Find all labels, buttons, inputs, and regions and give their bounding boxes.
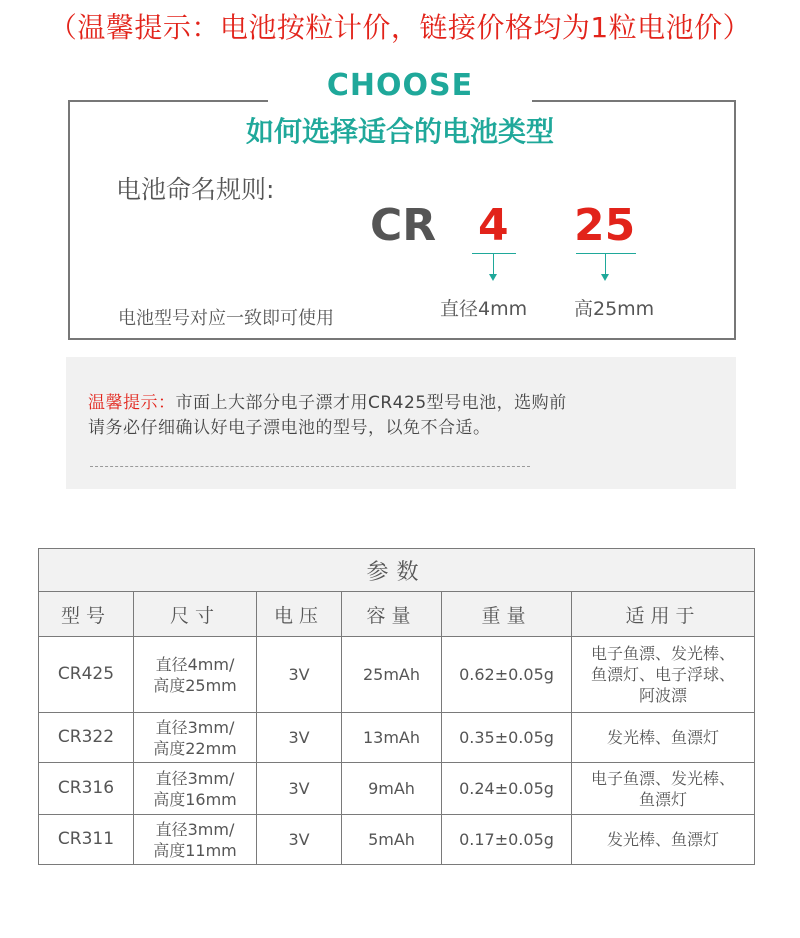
choose-title: CHOOSE: [326, 68, 474, 103]
weight-cell: 0.24±0.05g: [442, 763, 572, 815]
usage-cell: [572, 713, 755, 763]
size-cell: [134, 815, 257, 865]
voltage-cell: 3V: [257, 763, 342, 815]
model-match-note: 电池型号对应一致即可使用: [118, 308, 334, 329]
weight-cell: 0.62±0.05g: [442, 637, 572, 713]
height-pointer: [605, 254, 606, 276]
size-height: 高度22mm: [153, 738, 237, 758]
choose-subtitle: 如何选择适合的电池类型: [245, 115, 554, 148]
usage-cell: [572, 763, 755, 815]
model-cell: CR425: [39, 637, 134, 713]
usage-cell: [572, 637, 755, 713]
diameter-underline: [472, 253, 516, 254]
column-header-weight: 重量: [442, 592, 572, 637]
table-title: 参数: [39, 549, 755, 592]
diameter-code: 4: [478, 200, 509, 251]
column-header-usage: 适用于: [572, 592, 755, 637]
size-cell: [134, 763, 257, 815]
size-diameter: 直径3mm/: [155, 819, 235, 839]
capacity-cell: 5mAh: [342, 815, 442, 865]
model-cell: CR322: [39, 713, 134, 763]
usage-line: 鱼漂灯、电子浮球、: [591, 665, 736, 684]
usage-cell: [572, 815, 755, 865]
table-row: [39, 815, 755, 865]
usage-line: 发光棒、鱼漂灯: [607, 728, 720, 747]
model-cell: CR316: [39, 763, 134, 815]
weight-cell: 0.35±0.05g: [442, 713, 572, 763]
column-header-voltage: 电压: [257, 592, 342, 637]
column-header-model: 型号: [39, 592, 134, 637]
tip-line-1: [88, 388, 567, 413]
usage-line: 发光棒、鱼漂灯: [607, 830, 720, 849]
size-diameter: 直径3mm/: [155, 768, 235, 788]
capacity-cell: 13mAh: [342, 713, 442, 763]
voltage-cell: 3V: [257, 637, 342, 713]
size-height: 高度16mm: [153, 789, 237, 809]
height-code: 25: [574, 200, 636, 251]
capacity-cell: 25mAh: [342, 637, 442, 713]
price-notice: （温馨提示：电池按粒计价，链接价格均为1粒电池价）: [48, 11, 752, 44]
tip-text-1: 市面上大部分电子漂才用CR425型号电池，选购前: [175, 393, 567, 413]
column-header-capacity: 容量: [342, 592, 442, 637]
usage-line: 电子鱼漂、发光棒、: [591, 768, 736, 788]
parameter-table: [38, 548, 755, 865]
cr-prefix: CR: [370, 200, 437, 251]
size-diameter: 直径4mm/: [155, 654, 235, 674]
size-cell: [134, 637, 257, 713]
size-height: 高度11mm: [153, 840, 237, 860]
tip-line-2: 请务必仔细确认好电子漂电池的型号，以免不合适。: [88, 418, 491, 438]
naming-rule-label: 电池命名规则:: [116, 175, 275, 204]
voltage-cell: 3V: [257, 713, 342, 763]
usage-line: 阿波漂: [639, 686, 688, 705]
size-diameter: 直径3mm/: [155, 717, 235, 737]
diameter-arrow-icon: [489, 274, 497, 281]
weight-cell: 0.17±0.05g: [442, 815, 572, 865]
height-arrow-icon: [601, 274, 609, 281]
model-cell: CR311: [39, 815, 134, 865]
voltage-cell: 3V: [257, 815, 342, 865]
height-caption: 高25mm: [574, 298, 655, 320]
diameter-caption: 直径4mm: [440, 298, 528, 320]
usage-line: 鱼漂灯: [639, 789, 688, 809]
tip-label: 温馨提示：: [88, 393, 176, 413]
size-cell: [134, 713, 257, 763]
table-row: [39, 763, 755, 815]
usage-line: 电子鱼漂、发光棒、: [591, 644, 736, 663]
column-header-size: 尺寸: [134, 592, 257, 637]
table-row: [39, 713, 755, 763]
height-underline: [576, 253, 636, 254]
capacity-cell: 9mAh: [342, 763, 442, 815]
size-height: 高度25mm: [153, 675, 237, 695]
diameter-pointer: [493, 254, 494, 276]
tip-divider: [90, 466, 530, 467]
table-row: [39, 637, 755, 713]
